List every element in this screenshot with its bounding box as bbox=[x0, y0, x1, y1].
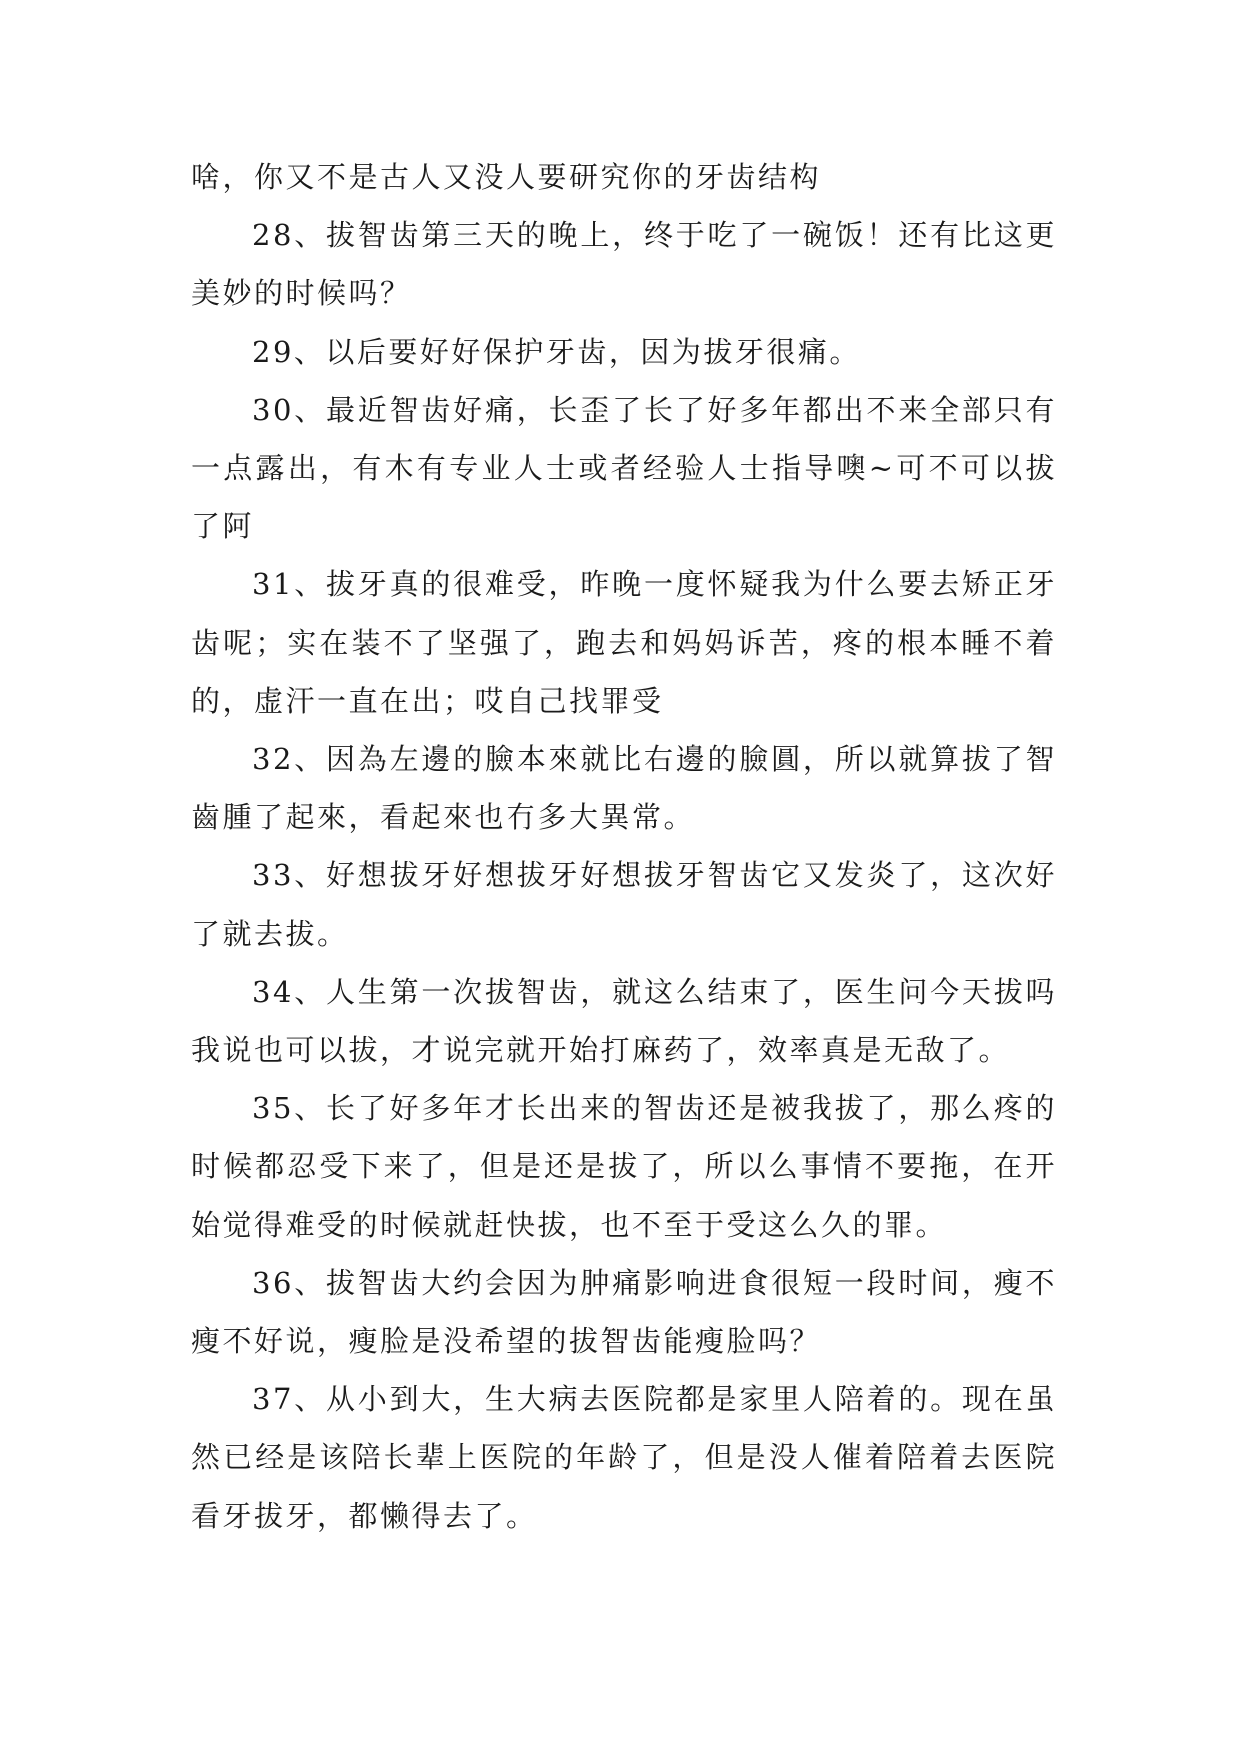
paragraph-31: 31、拔牙真的很难受，昨晚一度怀疑我为什么要去矫正牙齿呢；实在装不了坚强了，跑去和妈妈诉苦，疼的根本睡不着的，虚汗一直在出；哎自己找罪受 bbox=[191, 567, 1057, 718]
paragraph-37: 37、从小到大，生大病去医院都是家里人陪着的。现在虽然已经是该陪长辈上医院的年龄了，但是没人催着陪着去医院看牙拔牙，都懒得去了。 bbox=[191, 1382, 1057, 1533]
paragraph-continuation: 啥，你又不是古人又没人要研究你的牙齿结构 bbox=[191, 160, 822, 194]
paragraph-30: 30、最近智齿好痛，长歪了长了好多年都出不来全部只有一点露出，有木有专业人士或者经验人士指导噢~可不可以拔了阿 bbox=[191, 392, 1057, 544]
paragraph-32: 32、因為左邊的臉本來就比右邊的臉圓，所以就算拔了智齒腫了起來，看起來也冇多大異常。 bbox=[191, 742, 1057, 835]
paragraph-34: 34、人生第一次拔智齿，就这么结束了，医生问今天拔吗我说也可以拔，才说完就开始打麻药了，效率真是无敌了。 bbox=[191, 974, 1057, 1068]
paragraph-28: 28、拔智齿第三天的晚上，终于吃了一碗饭！还有比这更美妙的时候吗？ bbox=[191, 218, 1057, 311]
paragraph-33: 33、好想拔牙好想拔牙好想拔牙智齿它又发炎了，这次好了就去拔。 bbox=[191, 858, 1057, 951]
document-page bbox=[191, 148, 1057, 1545]
paragraph-35: 35、长了好多年才长出来的智齿还是被我拔了，那么疼的时候都忍受下来了，但是还是拔了，所以么事情不要拖，在开始觉得难受的时候就赶快拔，也不至于受这么久的罪。 bbox=[191, 1091, 1057, 1242]
paragraph-36: 36、拔智齿大约会因为肿痛影响进食很短一段时间，瘦不瘦不好说，瘦脸是没希望的拔智齿能瘦脸吗？ bbox=[191, 1265, 1057, 1359]
paragraph-29: 29、以后要好好保护牙齿，因为拔牙很痛。 bbox=[252, 334, 861, 369]
